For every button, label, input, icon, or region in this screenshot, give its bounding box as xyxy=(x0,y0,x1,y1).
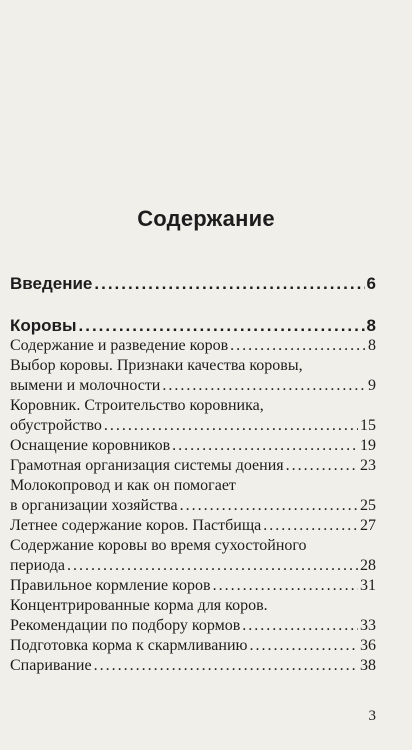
toc-entry-page: 6 xyxy=(366,274,376,293)
toc-entry-label: Подготовка корма к скармливанию xyxy=(10,637,248,654)
toc-entry[interactable] xyxy=(10,636,376,656)
toc-entry-page: 19 xyxy=(360,437,376,454)
toc-entry-label: Правильное кормление коров xyxy=(10,577,211,594)
dot-leader xyxy=(94,656,358,676)
toc-entry-cows[interactable] xyxy=(10,316,376,336)
toc-entry-label: Спаривание xyxy=(10,657,92,674)
toc-entry[interactable] xyxy=(10,656,376,676)
table-of-contents xyxy=(10,274,376,676)
toc-entry-page: 9 xyxy=(368,377,376,394)
toc-entry-label: Коровник. Строительство коровника, xyxy=(10,397,264,414)
dot-leader xyxy=(242,616,358,636)
toc-entry[interactable] xyxy=(10,356,376,396)
toc-entry-label: Грамотная организация системы доения xyxy=(10,457,284,474)
toc-entry-label: Коровы xyxy=(10,316,77,335)
toc-entry-page: 28 xyxy=(360,557,376,574)
toc-entry[interactable] xyxy=(10,336,376,356)
dot-leader xyxy=(230,336,366,356)
toc-entry-page: 15 xyxy=(360,417,376,434)
toc-entry[interactable] xyxy=(10,516,376,536)
toc-entry[interactable] xyxy=(10,456,376,476)
toc-entry-label-continued: периода xyxy=(10,557,66,574)
dot-leader xyxy=(213,576,358,596)
toc-entry-label-continued: обустройство xyxy=(10,417,102,434)
page-number: 3 xyxy=(368,708,376,724)
toc-entry-label: Введение xyxy=(10,274,93,293)
toc-entry-page: 36 xyxy=(360,637,376,654)
toc-entry-page: 8 xyxy=(366,316,376,335)
toc-entry-label-continued: Рекомендации по подбору кормов xyxy=(10,617,241,634)
toc-entry-label: Содержание и разведение коров xyxy=(10,337,229,354)
dot-leader xyxy=(79,316,365,336)
toc-entry-label: Летнее содержание коров. Пастбища xyxy=(10,517,262,534)
toc-entry-page: 25 xyxy=(360,497,376,514)
bleed-through-text xyxy=(258,18,408,106)
dot-leader xyxy=(104,416,358,436)
dot-leader xyxy=(162,376,366,396)
toc-entry-label: Содержание коровы во время сухостойного xyxy=(10,537,307,554)
toc-entry[interactable] xyxy=(10,536,376,576)
toc-entry-label: Выбор коровы. Признаки качества коровы, xyxy=(10,357,303,374)
toc-entry-page: 38 xyxy=(360,657,376,674)
dot-leader xyxy=(67,556,358,576)
toc-entry[interactable] xyxy=(10,596,376,636)
toc-entry[interactable] xyxy=(10,436,376,456)
toc-entry-page: 31 xyxy=(360,577,376,594)
toc-entry[interactable] xyxy=(10,476,376,516)
toc-entry-label-continued: вымени и молочности xyxy=(10,377,161,394)
toc-entry-page: 8 xyxy=(368,337,376,354)
dot-leader xyxy=(249,636,358,656)
toc-entry-label: Молокопровод и как он помогает xyxy=(10,477,236,494)
toc-entry-introduction[interactable] xyxy=(10,274,376,294)
page-title: Содержание xyxy=(137,206,275,231)
toc-entry-label: Оснащение коровников xyxy=(10,437,171,454)
dot-leader xyxy=(286,456,358,476)
dot-leader xyxy=(180,496,358,516)
dot-leader xyxy=(172,436,358,456)
toc-entry-page: 23 xyxy=(360,457,376,474)
toc-entry-page: 33 xyxy=(360,617,376,634)
dot-leader xyxy=(94,274,364,294)
toc-entry-label-continued: в организации хозяйства xyxy=(10,497,178,514)
dot-leader xyxy=(263,516,358,536)
toc-entry-page: 27 xyxy=(360,517,376,534)
toc-entry[interactable] xyxy=(10,396,376,436)
toc-entry[interactable] xyxy=(10,576,376,596)
toc-entry-label: Концентрированные корма для коров. xyxy=(10,597,268,614)
